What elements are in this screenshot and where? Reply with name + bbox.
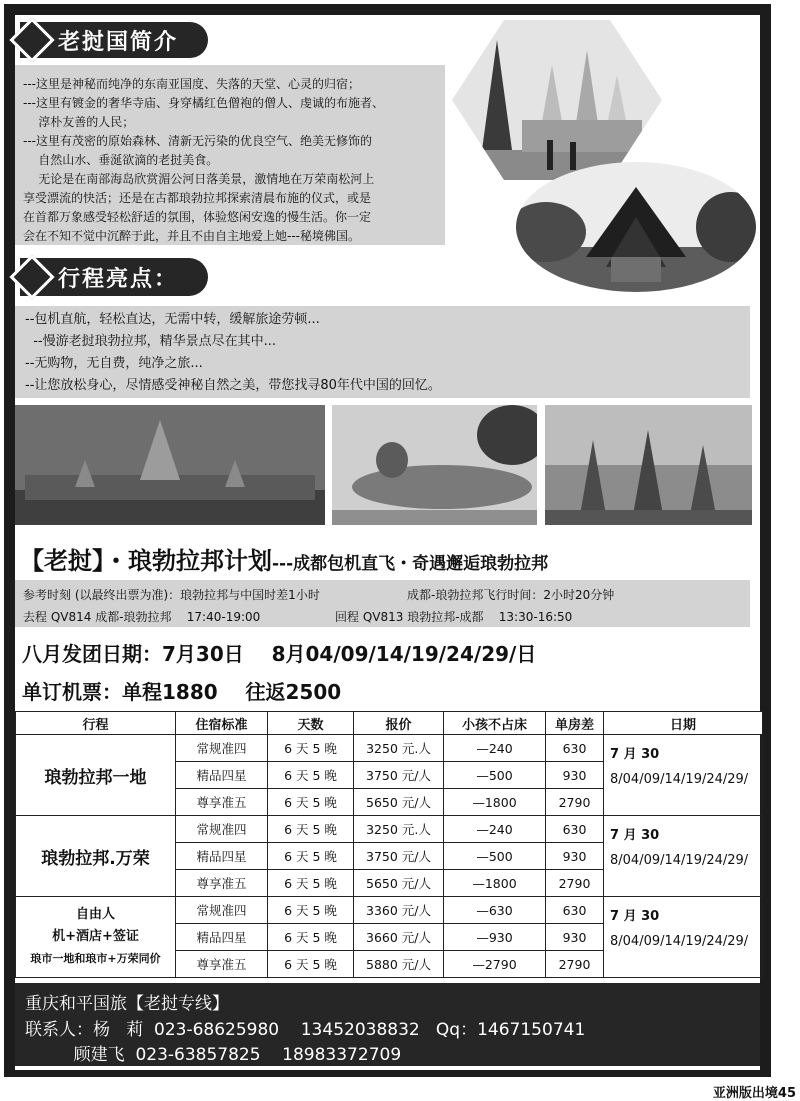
hotel-level: 精品四星	[176, 762, 268, 789]
table-row	[16, 897, 763, 924]
table-header-row	[16, 712, 763, 735]
single-supplement: 2790	[546, 951, 604, 978]
intro-banner	[20, 22, 208, 58]
date-july: 7 月 30	[610, 828, 660, 843]
intro-line: 无论是在南部海岛欣赏湄公河日落美景，激情地在万荣南松河上	[23, 172, 375, 186]
price: 3750 元/人	[354, 843, 444, 870]
intro-line: ---这里有镀金的奢华寺庙、身穿橘红色僧袍的僧人、虔诚的布施者、	[23, 96, 384, 110]
child-price: —500	[444, 762, 546, 789]
product-title	[20, 541, 548, 576]
highlights-title: 行程亮点：	[58, 266, 179, 292]
golden-stupa-photo	[15, 405, 325, 525]
contact-line: 顾建飞 023-63857825 18983372709	[25, 1045, 402, 1065]
hotel-level: 尊享准五	[176, 951, 268, 978]
days: 6 天 5 晚	[268, 762, 354, 789]
highlight-item: --无购物，无自费，纯净之旅...	[25, 356, 203, 371]
col-header: 住宿标准	[176, 712, 268, 735]
table-row	[16, 735, 763, 762]
intro-line: 会在不知不觉中沉醉于此，并且不由自主地爱上她---秘境佛国。	[23, 229, 360, 243]
single-supplement: 930	[546, 762, 604, 789]
departure-dates: 八月发团日期：7月30日 8月04/09/14/19/24/29/日	[22, 642, 537, 666]
price: 3660 元/人	[354, 924, 444, 951]
intro-line: 淳朴友善的人民；	[23, 115, 135, 129]
date-august: 8/04/09/14/19/24/29/	[610, 853, 749, 868]
child-price: —1800	[444, 789, 546, 816]
outbound-flight: 去程 QV814 成都-琅勃拉邦 17:40-19:00	[23, 610, 261, 624]
hotel-level: 常规准四	[176, 816, 268, 843]
hotel-level: 常规准四	[176, 897, 268, 924]
days: 6 天 5 晚	[268, 816, 354, 843]
child-price: —630	[444, 897, 546, 924]
col-header: 报价	[354, 712, 444, 735]
contact-box	[15, 983, 760, 1066]
price: 3360 元/人	[354, 897, 444, 924]
child-price: —930	[444, 924, 546, 951]
single-supplement: 2790	[546, 870, 604, 897]
agency-name: 重庆和平国旅【老挝专线】	[25, 994, 229, 1014]
dates-cell	[604, 735, 763, 816]
ref-note: 参考时刻 (以最终出票为准)：琅勃拉邦与中国时差1小时	[23, 588, 320, 602]
col-header: 天数	[268, 712, 354, 735]
ticket-price: 单订机票：单程1880 往返2500	[22, 680, 342, 704]
route-name: 琅勃拉邦一地	[16, 735, 176, 816]
hotel-level: 精品四星	[176, 843, 268, 870]
product-subtitle: ---成都包机直飞・奇遇邂逅琅勃拉邦	[272, 554, 549, 574]
price: 3750 元/人	[354, 762, 444, 789]
return-flight: 回程 QV813 琅勃拉邦-成都 13:30-16:50	[335, 610, 573, 624]
intro-title: 老挝国简介	[58, 29, 179, 55]
col-header: 单房差	[546, 712, 604, 735]
single-supplement: 2790	[546, 789, 604, 816]
single-supplement: 630	[546, 816, 604, 843]
route-name-line: 机+酒店+签证	[52, 929, 139, 944]
dates-cell	[604, 897, 763, 978]
flight-duration: 成都-琅勃拉邦飞行时间：2小时20分钟	[407, 588, 615, 602]
intro-text-box	[15, 65, 445, 245]
date-august: 8/04/09/14/19/24/29/	[610, 934, 749, 949]
route-name-line: 自由人	[75, 907, 115, 922]
highlight-item: --让您放松身心，尽情感受神秘自然之美，带您找寻80年代中国的回忆。	[25, 378, 441, 393]
intro-line: ---这里是神秘而纯净的东南亚国度、失落的天堂、心灵的归宿；	[23, 77, 360, 91]
flight-info-box	[15, 580, 750, 627]
highlights-banner	[20, 258, 208, 296]
page-number: 亚洲版出境45	[712, 1086, 796, 1101]
child-price: —240	[444, 735, 546, 762]
price: 3250 元.人	[354, 816, 444, 843]
table-row	[16, 816, 763, 843]
route-name	[16, 897, 176, 978]
child-price: —240	[444, 816, 546, 843]
price: 3250 元.人	[354, 735, 444, 762]
child-price: —500	[444, 843, 546, 870]
price: 5880 元/人	[354, 951, 444, 978]
khmer-towers-photo	[545, 405, 752, 525]
hotel-level: 常规准四	[176, 735, 268, 762]
single-supplement: 930	[546, 843, 604, 870]
days: 6 天 5 晚	[268, 789, 354, 816]
days: 6 天 5 晚	[268, 870, 354, 897]
intro-line: 享受漂流的快活；还是在古都琅勃拉邦探索清晨布施的仪式，或是	[23, 191, 372, 205]
intro-line: 自然山水、垂涎欲滴的老挝美食。	[23, 153, 219, 167]
col-header: 小孩不占床	[444, 712, 546, 735]
date-august: 8/04/09/14/19/24/29/	[610, 772, 749, 787]
pagoda-photo	[452, 20, 662, 180]
single-supplement: 630	[546, 897, 604, 924]
hotel-level: 精品四星	[176, 924, 268, 951]
col-header: 日期	[604, 712, 763, 735]
col-header: 行程	[16, 712, 176, 735]
child-price: —1800	[444, 870, 546, 897]
hotel-level: 尊享准五	[176, 870, 268, 897]
days: 6 天 5 晚	[268, 843, 354, 870]
hotel-level: 尊享准五	[176, 789, 268, 816]
dates-cell	[604, 816, 763, 897]
price: 5650 元/人	[354, 870, 444, 897]
temple-photo	[516, 162, 756, 292]
price-table	[15, 711, 763, 978]
days: 6 天 5 晚	[268, 735, 354, 762]
product-name: 【老挝】・琅勃拉邦计划	[20, 547, 272, 575]
highlight-item: --慢游老挝琅勃拉邦，精华景点尽在其中...	[25, 334, 277, 349]
intro-line: ---这里有茂密的原始森林、清新无污染的优良空气、绝美无修饰的	[23, 134, 372, 148]
contact-line: 联系人：杨 莉 023-68625980 13452038832 Qq：1467150741	[25, 1020, 586, 1040]
highlights-box	[15, 306, 750, 398]
date-july: 7 月 30	[610, 747, 660, 762]
date-july: 7 月 30	[610, 909, 660, 924]
highlight-item: --包机直航，轻松直达，无需中转，缓解旅途劳顿...	[25, 312, 320, 327]
reclining-buddha-photo	[332, 405, 537, 525]
intro-line: 在首都万象感受轻松舒适的氛围，体验悠闲安逸的慢生活。你一定	[23, 210, 372, 224]
days: 6 天 5 晚	[268, 924, 354, 951]
price: 5650 元/人	[354, 789, 444, 816]
child-price: —2790	[444, 951, 546, 978]
single-supplement: 630	[546, 735, 604, 762]
single-supplement: 930	[546, 924, 604, 951]
route-name-line: 琅市一地和琅市+万荣同价	[30, 952, 161, 965]
days: 6 天 5 晚	[268, 951, 354, 978]
days: 6 天 5 晚	[268, 897, 354, 924]
route-name: 琅勃拉邦.万荣	[16, 816, 176, 897]
